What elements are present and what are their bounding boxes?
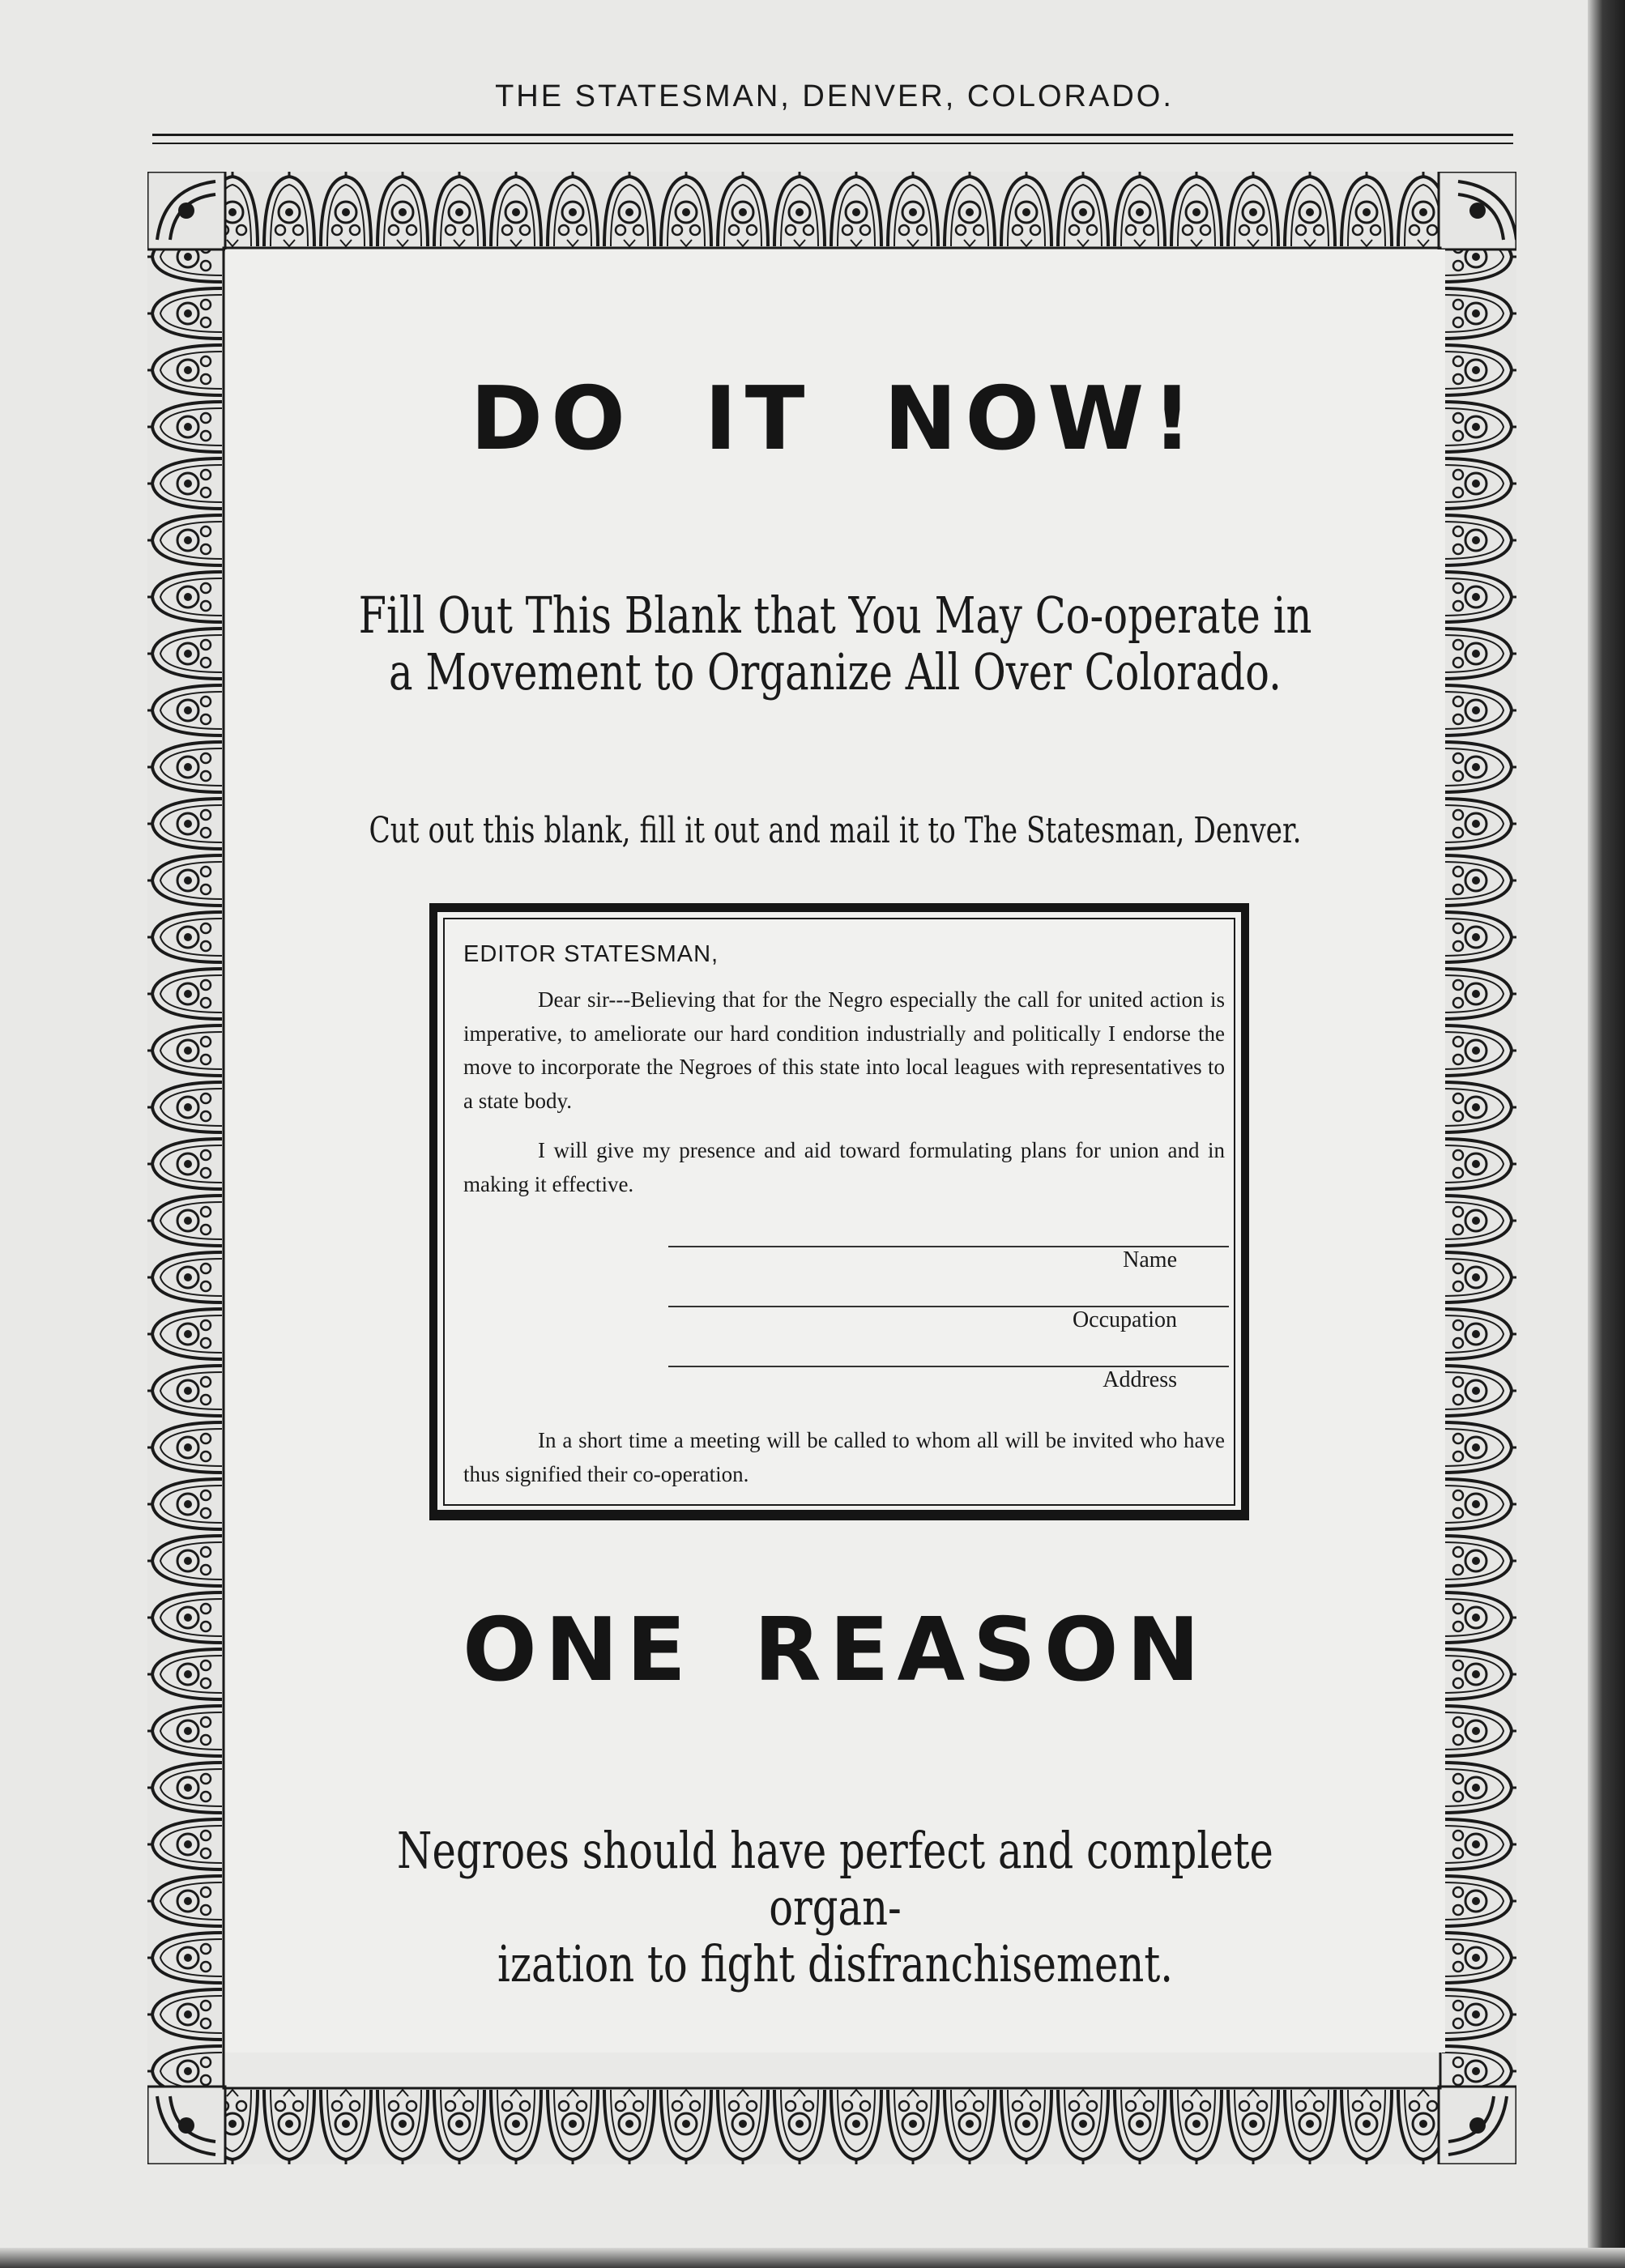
occupation-label: Occupation [1072,1307,1177,1332]
form-salutation: EDITOR STATESMAN, [463,941,719,967]
subheadline-top-line-2: a Movement to Organize All Over Colorado. [389,642,1282,701]
subheadline-bottom-line-1: Negroes should have perfect and complete organ- [397,1821,1273,1937]
page-bottom-shadow [0,2248,1625,2268]
mail-instruction: Cut out this blank, fill it out and mail it to The Statesman, Denver. [369,810,1302,851]
name-label: Name [1123,1247,1177,1273]
running-head: THE STATESMAN, DENVER, COLORADO. [495,79,1174,113]
address-label: Address [1103,1367,1177,1392]
subheadline-top-line-1: Fill Out This Blank that You May Co-operate in [358,586,1312,645]
subheadline-bottom-line-2: ization to fight disfranchisement. [497,1934,1174,1993]
headline-one-reason: ONE REASON [462,1600,1209,1701]
form-footer: In a short time a meeting will be called to whom all will be invited who have thus signified their co-operation. [463,1428,1225,1486]
form-paragraph-2: I will give my presence and aid toward formulating plans for union and in making it effective. [463,1138,1225,1196]
header-rule-thin [152,143,1513,144]
subheadline-bottom [348,1823,1324,1993]
headline-do-it-now: DO IT NOW! [470,369,1201,470]
form-paragraph-1: Dear sir---Believing that for the Negro especially the call for united action is imperative, to ameliorate our hard condition industrially and politically I endorse the move to incorporate the Negroes of this state into local leagues with representatives to a state body. [463,987,1225,1113]
page-edge-shadow [1588,0,1625,2268]
header-rule-thick [152,134,1513,136]
subheadline-top [348,587,1324,701]
